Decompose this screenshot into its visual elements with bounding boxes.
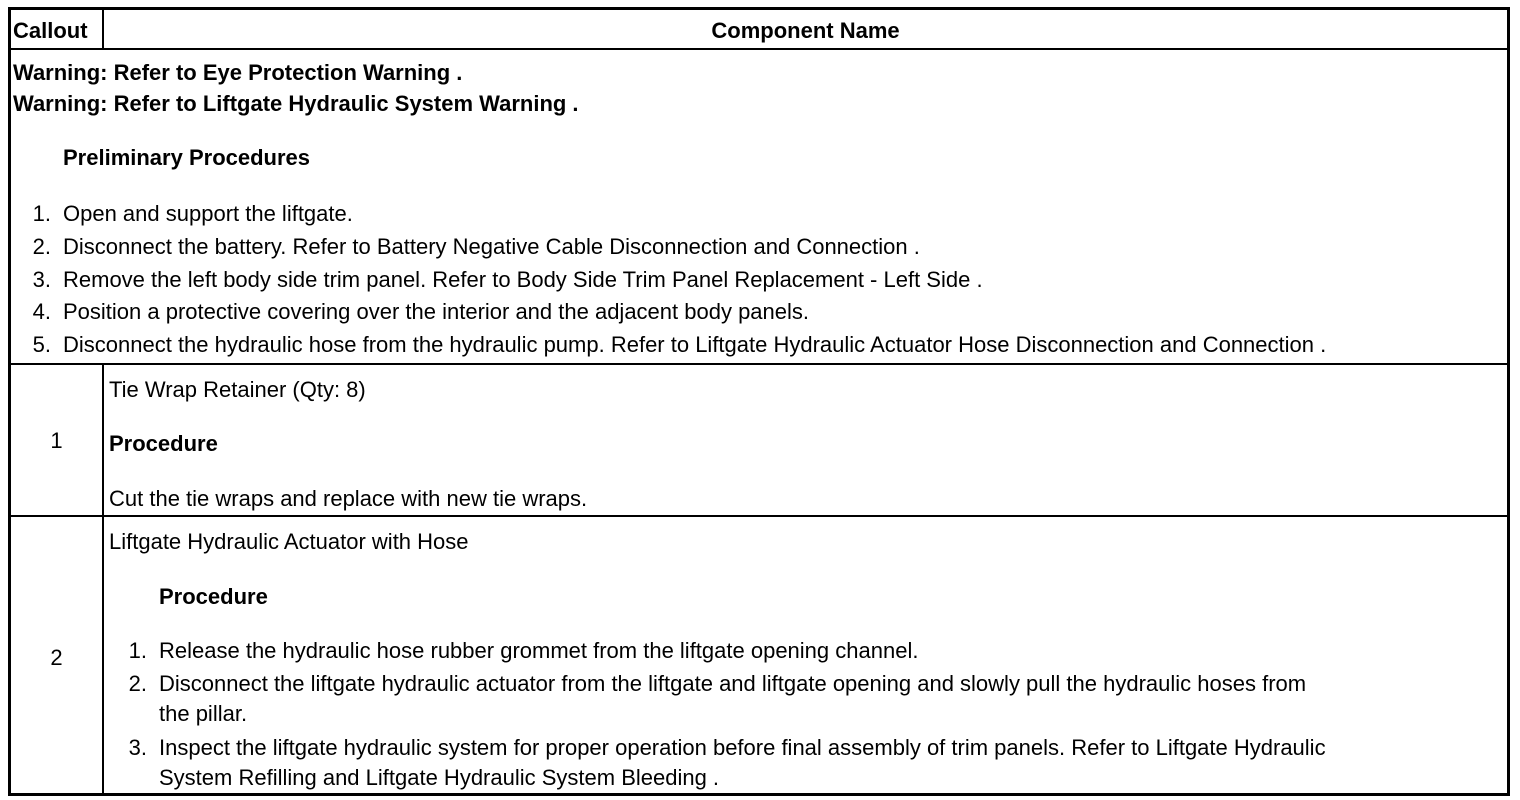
preliminary-step: Disconnect the hydraulic hose from the hydraulic pump. Refer to Liftgate Hydraulic Actuator Hose Disconnection and Connection . [63,332,1327,357]
component-name: Liftgate Hydraulic Actuator with Hose [109,529,469,554]
procedure-step: Disconnect the liftgate hydraulic actuator from the liftgate and liftgate opening and slowly pull the hydraulic hoses from [159,671,1307,696]
procedure-heading: Procedure [109,431,218,456]
step-number: 5. [32,332,51,357]
preliminary-section [11,50,1507,365]
procedure-step-continuation: the pillar. [159,701,248,726]
procedure-step-continuation: System Refilling and Liftgate Hydraulic System Bleeding . [159,765,720,790]
component-name: Tie Wrap Retainer (Qty: 8) [109,377,366,402]
warning-eye-protection: Warning: Refer to Eye Protection Warning . [13,60,463,85]
step-number: 3. [128,735,147,760]
preliminary-step: Open and support the liftgate. [63,201,353,226]
column-divider [102,365,104,515]
step-number: 4. [32,299,51,324]
step-number: 3. [32,267,51,292]
preliminary-step: Disconnect the battery. Refer to Battery Negative Cable Disconnection and Connection . [63,234,920,259]
step-number: 1. [32,201,51,226]
column-divider [102,517,104,793]
warning-hydraulic-system: Warning: Refer to Liftgate Hydraulic System Warning . [13,91,579,116]
procedure-step: Release the hydraulic hose rubber grommet from the liftgate opening channel. [159,638,919,663]
preliminary-heading: Preliminary Procedures [63,145,311,170]
step-number: 2. [32,234,51,259]
step-number: 1. [128,638,147,663]
callout-header: Callout [13,18,88,43]
preliminary-step: Remove the left body side trim panel. Refer to Body Side Trim Panel Replacement - Left Side . [63,267,983,292]
procedure-heading: Procedure [159,584,268,609]
component-name-header: Component Name [711,18,900,43]
procedure-text: Cut the tie wraps and replace with new tie wraps. [109,486,588,511]
procedure-table [8,7,1510,796]
step-number: 2. [128,671,147,696]
preliminary-step: Position a protective covering over the interior and the adjacent body panels. [63,299,810,324]
procedure-step: Inspect the liftgate hydraulic system for proper operation before final assembly of trim panels. Refer to Liftgate Hydraulic [159,735,1326,760]
table-row [11,517,1507,793]
callout-number: 1 [50,428,63,453]
table-row [11,365,1507,517]
callout-number: 2 [50,645,63,670]
table-header [11,10,1507,50]
